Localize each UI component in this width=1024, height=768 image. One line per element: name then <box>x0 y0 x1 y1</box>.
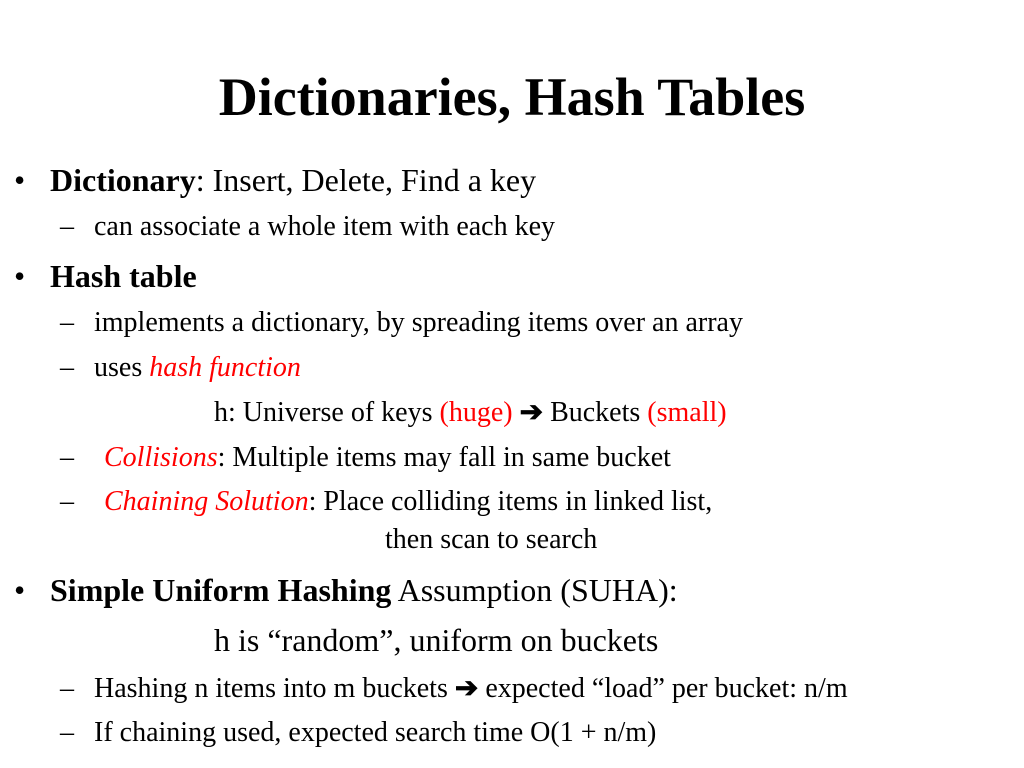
mapping-domain: h: Universe of keys <box>214 397 440 428</box>
dash-marker-1: – <box>60 211 74 242</box>
suha-sub-search-time: If chaining used, expected search time O(1 + n/m) <box>94 717 657 748</box>
hash-function-term: hash function <box>149 352 301 383</box>
bullet-marker: • <box>14 258 26 294</box>
bullet-marker: • <box>14 162 26 198</box>
suha-term: Simple Uniform Hashing <box>50 572 392 608</box>
chaining-desc: : Place colliding items in linked list, <box>308 486 713 517</box>
arrow-right-icon: ➔ <box>519 397 544 428</box>
dictionary-sub: can associate a whole item with each key <box>94 211 556 242</box>
dash-marker-7: – <box>60 717 74 748</box>
collisions-desc: : Multiple items may fall in same bucket <box>217 442 671 473</box>
dictionary-term: Dictionary <box>50 162 196 198</box>
dictionary-line <box>50 160 536 200</box>
collisions-term: Collisions <box>104 442 218 473</box>
chaining-continuation: then scan to search <box>385 524 598 555</box>
suha-line <box>50 570 678 610</box>
bullet-marker: • <box>14 572 26 608</box>
dash-marker-4: – <box>60 442 74 473</box>
chaining-term: Chaining Solution <box>104 486 309 517</box>
suha-sub-load <box>94 671 848 707</box>
mapping-range: Buckets <box>543 397 648 428</box>
mapping-huge: (huge) <box>439 397 513 428</box>
bullet-suha <box>14 570 25 610</box>
dash-marker-2: – <box>60 307 74 338</box>
collisions-line <box>104 440 671 476</box>
dash-marker-5: – <box>60 486 74 517</box>
suha-statement: h is “random”, uniform on buckets <box>214 622 659 658</box>
load-prefix: Hashing n items into m buckets <box>94 673 455 704</box>
load-suffix: expected “load” per bucket: n/m <box>478 673 848 704</box>
bullet-hash-table <box>14 256 25 296</box>
ht-sub-uses <box>94 350 301 386</box>
dictionary-desc: : Insert, Delete, Find a key <box>195 162 537 198</box>
bullet-dictionary <box>14 160 25 200</box>
dash-marker-3: – <box>60 352 74 383</box>
dash-marker-6: – <box>60 673 74 704</box>
uses-prefix: uses <box>94 352 150 383</box>
slide-title: Dictionaries, Hash Tables <box>218 67 806 127</box>
suha-desc: Assumption (SUHA): <box>391 572 678 608</box>
ht-sub-implements: implements a dictionary, by spreading items over an array <box>94 307 743 338</box>
hash-table-term: Hash table <box>50 258 197 294</box>
hash-mapping-line <box>214 395 727 431</box>
chaining-line <box>104 484 712 520</box>
mapping-small: (small) <box>647 397 727 428</box>
arrow-right-icon: ➔ <box>454 673 479 704</box>
